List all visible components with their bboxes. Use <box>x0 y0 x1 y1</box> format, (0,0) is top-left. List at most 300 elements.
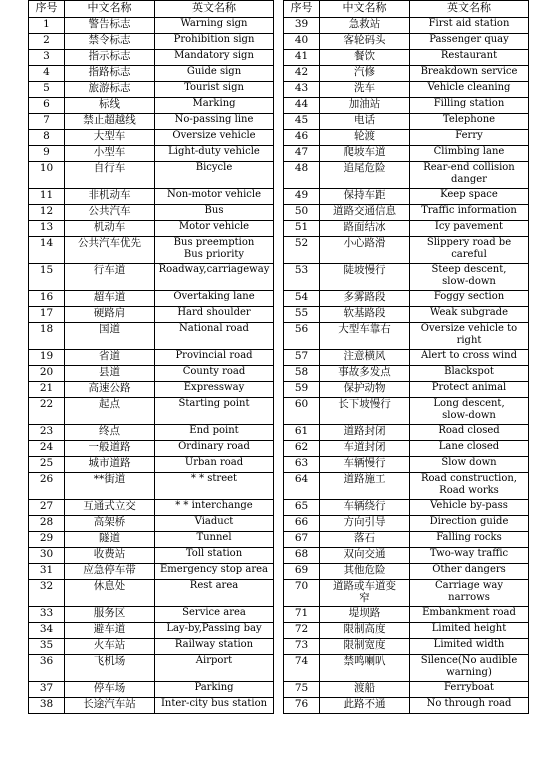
english-name: Rear-end collision danger <box>410 162 529 189</box>
header-row <box>29 1 274 18</box>
row-number: 71 <box>284 607 320 623</box>
table-row <box>284 34 529 50</box>
chinese-name: 机动车 <box>65 221 155 237</box>
table-row <box>29 130 274 146</box>
chinese-name: 爬坡车道 <box>320 146 410 162</box>
row-number: 2 <box>29 34 65 50</box>
row-number: 74 <box>284 655 320 682</box>
english-name: Bicycle <box>155 162 274 189</box>
table-row <box>29 221 274 237</box>
chinese-name: 服务区 <box>65 607 155 623</box>
chinese-name: 落石 <box>320 532 410 548</box>
row-number: 24 <box>29 441 65 457</box>
row-number: 56 <box>284 323 320 350</box>
table-row <box>29 189 274 205</box>
row-number: 20 <box>29 366 65 382</box>
chinese-name: 应急停车带 <box>65 564 155 580</box>
row-number: 68 <box>284 548 320 564</box>
chinese-name: 多雾路段 <box>320 291 410 307</box>
table-row <box>284 500 529 516</box>
table-row <box>284 189 529 205</box>
english-name: Urban road <box>155 457 274 473</box>
chinese-name: 追尾危险 <box>320 162 410 189</box>
chinese-name: 自行车 <box>65 162 155 189</box>
row-number: 46 <box>284 130 320 146</box>
table-row <box>29 580 274 607</box>
chinese-name: 车辆慢行 <box>320 457 410 473</box>
english-name: Toll station <box>155 548 274 564</box>
english-name: Other dangers <box>410 564 529 580</box>
chinese-name: 陡坡慢行 <box>320 264 410 291</box>
english-name: Restaurant <box>410 50 529 66</box>
table-row <box>284 114 529 130</box>
header-en: 英文名称 <box>155 1 274 18</box>
chinese-name: 轮渡 <box>320 130 410 146</box>
english-name: Oversize vehicle <box>155 130 274 146</box>
table-row <box>29 350 274 366</box>
sign-table-right <box>283 0 529 714</box>
row-number: 9 <box>29 146 65 162</box>
row-number: 76 <box>284 698 320 714</box>
table-row <box>29 291 274 307</box>
table-row <box>284 18 529 34</box>
chinese-name: 道路或车道变 窄 <box>320 580 410 607</box>
header-zh: 中文名称 <box>65 1 155 18</box>
chinese-name: 车道封闭 <box>320 441 410 457</box>
chinese-name: 道路施工 <box>320 473 410 500</box>
row-number: 72 <box>284 623 320 639</box>
table-row <box>29 500 274 516</box>
row-number: 8 <box>29 130 65 146</box>
english-name: Ordinary road <box>155 441 274 457</box>
chinese-name: 县道 <box>65 366 155 382</box>
chinese-name: 大型车 <box>65 130 155 146</box>
english-name: Tunnel <box>155 532 274 548</box>
english-name: Two-way traffic <box>410 548 529 564</box>
chinese-name: 公共汽车 <box>65 205 155 221</box>
row-number: 51 <box>284 221 320 237</box>
english-name: Expressway <box>155 382 274 398</box>
table-row <box>29 548 274 564</box>
row-number: 15 <box>29 264 65 291</box>
table-body-left <box>29 18 274 714</box>
english-name: Protect animal <box>410 382 529 398</box>
english-name: Ferryboat <box>410 682 529 698</box>
table-row <box>29 516 274 532</box>
english-name: Light-duty vehicle <box>155 146 274 162</box>
table-row <box>29 323 274 350</box>
chinese-name: 城市道路 <box>65 457 155 473</box>
row-number: 37 <box>29 682 65 698</box>
table-row <box>284 264 529 291</box>
row-number: 50 <box>284 205 320 221</box>
table-row <box>29 655 274 682</box>
table-row <box>284 580 529 607</box>
english-name: Inter-city bus station <box>155 698 274 714</box>
row-number: 75 <box>284 682 320 698</box>
row-number: 4 <box>29 66 65 82</box>
english-name: Road construction, Road works <box>410 473 529 500</box>
english-name: Slippery road be careful <box>410 237 529 264</box>
table-row <box>29 82 274 98</box>
english-name: First aid station <box>410 18 529 34</box>
english-name: Filling station <box>410 98 529 114</box>
chinese-name: 双向交通 <box>320 548 410 564</box>
row-number: 36 <box>29 655 65 682</box>
table-row <box>29 607 274 623</box>
chinese-name: 限制高度 <box>320 623 410 639</box>
row-number: 49 <box>284 189 320 205</box>
chinese-name: 长下坡慢行 <box>320 398 410 425</box>
english-name: Blackspot <box>410 366 529 382</box>
row-number: 57 <box>284 350 320 366</box>
row-number: 58 <box>284 366 320 382</box>
chinese-name: 加油站 <box>320 98 410 114</box>
table-row <box>29 146 274 162</box>
row-number: 64 <box>284 473 320 500</box>
row-number: 44 <box>284 98 320 114</box>
table-row <box>29 50 274 66</box>
table-row <box>29 698 274 714</box>
english-name: Bus <box>155 205 274 221</box>
header-num: 序号 <box>284 1 320 18</box>
table-row <box>29 623 274 639</box>
chinese-name: 禁鸣喇叭 <box>320 655 410 682</box>
english-name: Emergency stop area <box>155 564 274 580</box>
table-row <box>29 532 274 548</box>
row-number: 10 <box>29 162 65 189</box>
chinese-name: 避车道 <box>65 623 155 639</box>
english-name: Embankment road <box>410 607 529 623</box>
english-name: Vehicle cleaning <box>410 82 529 98</box>
chinese-name: 停车场 <box>65 682 155 698</box>
row-number: 54 <box>284 291 320 307</box>
table-row <box>29 34 274 50</box>
chinese-name: 大型车靠右 <box>320 323 410 350</box>
chinese-name: 火车站 <box>65 639 155 655</box>
row-number: 39 <box>284 18 320 34</box>
chinese-name: 客轮码头 <box>320 34 410 50</box>
english-name: Carriage way narrows <box>410 580 529 607</box>
english-name: Weak subgrade <box>410 307 529 323</box>
row-number: 73 <box>284 639 320 655</box>
row-number: 48 <box>284 162 320 189</box>
table-row <box>29 639 274 655</box>
row-number: 3 <box>29 50 65 66</box>
row-number: 27 <box>29 500 65 516</box>
table-row <box>284 82 529 98</box>
english-name: Overtaking lane <box>155 291 274 307</box>
english-name: Passenger quay <box>410 34 529 50</box>
table-row <box>284 146 529 162</box>
english-name: Falling rocks <box>410 532 529 548</box>
english-name: Starting point <box>155 398 274 425</box>
english-name: Breakdown service <box>410 66 529 82</box>
table-row <box>284 162 529 189</box>
chinese-name: 行车道 <box>65 264 155 291</box>
table-row <box>29 457 274 473</box>
table-row <box>284 221 529 237</box>
chinese-name: 收费站 <box>65 548 155 564</box>
row-number: 62 <box>284 441 320 457</box>
table-row <box>284 291 529 307</box>
table-row <box>284 655 529 682</box>
row-number: 6 <box>29 98 65 114</box>
row-number: 16 <box>29 291 65 307</box>
english-name: Telephone <box>410 114 529 130</box>
english-name: Road closed <box>410 425 529 441</box>
row-number: 19 <box>29 350 65 366</box>
row-number: 34 <box>29 623 65 639</box>
english-name: Slow down <box>410 457 529 473</box>
row-number: 61 <box>284 425 320 441</box>
table-row <box>29 205 274 221</box>
chinese-name: 隧道 <box>65 532 155 548</box>
table-row <box>284 698 529 714</box>
chinese-name: 软基路段 <box>320 307 410 323</box>
header-row <box>284 1 529 18</box>
row-number: 17 <box>29 307 65 323</box>
row-number: 32 <box>29 580 65 607</box>
chinese-name: 路面结冰 <box>320 221 410 237</box>
table-row <box>284 441 529 457</box>
row-number: 69 <box>284 564 320 580</box>
english-name: Mandatory sign <box>155 50 274 66</box>
english-name: End point <box>155 425 274 441</box>
chinese-name: 禁令标志 <box>65 34 155 50</box>
english-name: Long descent, slow-down <box>410 398 529 425</box>
chinese-name: 高架桥 <box>65 516 155 532</box>
english-name: Lane closed <box>410 441 529 457</box>
row-number: 53 <box>284 264 320 291</box>
english-name: Foggy section <box>410 291 529 307</box>
row-number: 60 <box>284 398 320 425</box>
chinese-name: 硬路肩 <box>65 307 155 323</box>
row-number: 43 <box>284 82 320 98</box>
row-number: 35 <box>29 639 65 655</box>
chinese-name: 休息处 <box>65 580 155 607</box>
row-number: 63 <box>284 457 320 473</box>
english-name: Silence(No audible warning) <box>410 655 529 682</box>
chinese-name: 方向引导 <box>320 516 410 532</box>
table-row <box>284 237 529 264</box>
chinese-name: 注意横风 <box>320 350 410 366</box>
table-row <box>29 264 274 291</box>
english-name: Guide sign <box>155 66 274 82</box>
chinese-name: 指路标志 <box>65 66 155 82</box>
chinese-name: 终点 <box>65 425 155 441</box>
english-name: Limited width <box>410 639 529 655</box>
table-row <box>284 66 529 82</box>
row-number: 66 <box>284 516 320 532</box>
chinese-name: **街道 <box>65 473 155 500</box>
row-number: 33 <box>29 607 65 623</box>
chinese-name: 保护动物 <box>320 382 410 398</box>
english-name: Marking <box>155 98 274 114</box>
english-name: Oversize vehicle to right <box>410 323 529 350</box>
table-row <box>284 623 529 639</box>
chinese-name: 道路封闭 <box>320 425 410 441</box>
table-row <box>29 162 274 189</box>
table-row <box>29 441 274 457</box>
table-row <box>284 323 529 350</box>
table-row <box>29 382 274 398</box>
table-row <box>29 682 274 698</box>
chinese-name: 高速公路 <box>65 382 155 398</box>
table-row <box>29 307 274 323</box>
english-name: Warning sign <box>155 18 274 34</box>
chinese-name: 此路不通 <box>320 698 410 714</box>
chinese-name: 其他危险 <box>320 564 410 580</box>
table-row <box>284 564 529 580</box>
english-name: Traffic information <box>410 205 529 221</box>
table-row <box>284 682 529 698</box>
table-row <box>284 457 529 473</box>
chinese-name: 旅游标志 <box>65 82 155 98</box>
table-row <box>284 425 529 441</box>
chinese-name: 车辆绕行 <box>320 500 410 516</box>
row-number: 40 <box>284 34 320 50</box>
english-name: County road <box>155 366 274 382</box>
chinese-name: 标线 <box>65 98 155 114</box>
chinese-name: 小型车 <box>65 146 155 162</box>
header-zh: 中文名称 <box>320 1 410 18</box>
chinese-name: 一般道路 <box>65 441 155 457</box>
english-name: Roadway,carriageway <box>155 264 274 291</box>
english-name: Alert to cross wind <box>410 350 529 366</box>
english-name: Rest area <box>155 580 274 607</box>
english-name: Hard shoulder <box>155 307 274 323</box>
chinese-name: 起点 <box>65 398 155 425</box>
header-en: 英文名称 <box>410 1 529 18</box>
english-name: National road <box>155 323 274 350</box>
table-row <box>284 98 529 114</box>
table-row <box>29 18 274 34</box>
english-name: Non-motor vehicle <box>155 189 274 205</box>
row-number: 55 <box>284 307 320 323</box>
row-number: 26 <box>29 473 65 500</box>
table-row <box>284 382 529 398</box>
table-row <box>29 366 274 382</box>
row-number: 5 <box>29 82 65 98</box>
chinese-name: 餐饮 <box>320 50 410 66</box>
english-name: Limited height <box>410 623 529 639</box>
chinese-name: 互通式立交 <box>65 500 155 516</box>
chinese-name: 电话 <box>320 114 410 130</box>
table-row <box>284 398 529 425</box>
english-name: No through road <box>410 698 529 714</box>
chinese-name: 禁止超越线 <box>65 114 155 130</box>
english-name: Airport <box>155 655 274 682</box>
table-row <box>29 473 274 500</box>
row-number: 59 <box>284 382 320 398</box>
row-number: 52 <box>284 237 320 264</box>
chinese-name: 汽修 <box>320 66 410 82</box>
table-row <box>284 350 529 366</box>
english-name: Viaduct <box>155 516 274 532</box>
table-row <box>29 237 274 264</box>
english-name: Icy pavement <box>410 221 529 237</box>
table-row <box>29 66 274 82</box>
chinese-name: 急救站 <box>320 18 410 34</box>
row-number: 65 <box>284 500 320 516</box>
table-row <box>29 398 274 425</box>
chinese-name: 小心路滑 <box>320 237 410 264</box>
chinese-name: 警告标志 <box>65 18 155 34</box>
english-name: Climbing lane <box>410 146 529 162</box>
chinese-name: 非机动车 <box>65 189 155 205</box>
table-row <box>284 130 529 146</box>
english-name: No-passing line <box>155 114 274 130</box>
row-number: 31 <box>29 564 65 580</box>
english-name: Steep descent, slow-down <box>410 264 529 291</box>
row-number: 14 <box>29 237 65 264</box>
row-number: 67 <box>284 532 320 548</box>
chinese-name: 省道 <box>65 350 155 366</box>
chinese-name: 道路交通信息 <box>320 205 410 221</box>
chinese-name: 事故多发点 <box>320 366 410 382</box>
english-name: Provincial road <box>155 350 274 366</box>
table-row <box>29 425 274 441</box>
chinese-name: 洗车 <box>320 82 410 98</box>
row-number: 41 <box>284 50 320 66</box>
table-row <box>29 114 274 130</box>
english-name: Vehicle by-pass <box>410 500 529 516</box>
sign-table-left <box>28 0 274 714</box>
english-name: Bus preemption Bus priority <box>155 237 274 264</box>
row-number: 30 <box>29 548 65 564</box>
row-number: 12 <box>29 205 65 221</box>
english-name: * * interchange <box>155 500 274 516</box>
row-number: 21 <box>29 382 65 398</box>
table-row <box>284 307 529 323</box>
chinese-name: 限制宽度 <box>320 639 410 655</box>
table-row <box>284 516 529 532</box>
row-number: 22 <box>29 398 65 425</box>
chinese-name: 长途汽车站 <box>65 698 155 714</box>
row-number: 28 <box>29 516 65 532</box>
header-num: 序号 <box>29 1 65 18</box>
table-row <box>284 639 529 655</box>
english-name: Prohibition sign <box>155 34 274 50</box>
chinese-name: 渡船 <box>320 682 410 698</box>
english-name: Tourist sign <box>155 82 274 98</box>
row-number: 7 <box>29 114 65 130</box>
table-row <box>284 366 529 382</box>
chinese-name: 国道 <box>65 323 155 350</box>
chinese-name: 飞机场 <box>65 655 155 682</box>
row-number: 45 <box>284 114 320 130</box>
table-row <box>29 98 274 114</box>
english-name: Motor vehicle <box>155 221 274 237</box>
chinese-name: 指示标志 <box>65 50 155 66</box>
row-number: 25 <box>29 457 65 473</box>
table-row <box>284 532 529 548</box>
table-row <box>284 607 529 623</box>
row-number: 47 <box>284 146 320 162</box>
chinese-name: 堤坝路 <box>320 607 410 623</box>
table-row <box>284 548 529 564</box>
chinese-name: 保持车距 <box>320 189 410 205</box>
row-number: 13 <box>29 221 65 237</box>
table-row <box>29 564 274 580</box>
chinese-name: 公共汽车优先 <box>65 237 155 264</box>
english-name: Lay-by,Passing bay <box>155 623 274 639</box>
row-number: 70 <box>284 580 320 607</box>
english-name: Keep space <box>410 189 529 205</box>
table-body-right <box>284 18 529 714</box>
table-row <box>284 50 529 66</box>
